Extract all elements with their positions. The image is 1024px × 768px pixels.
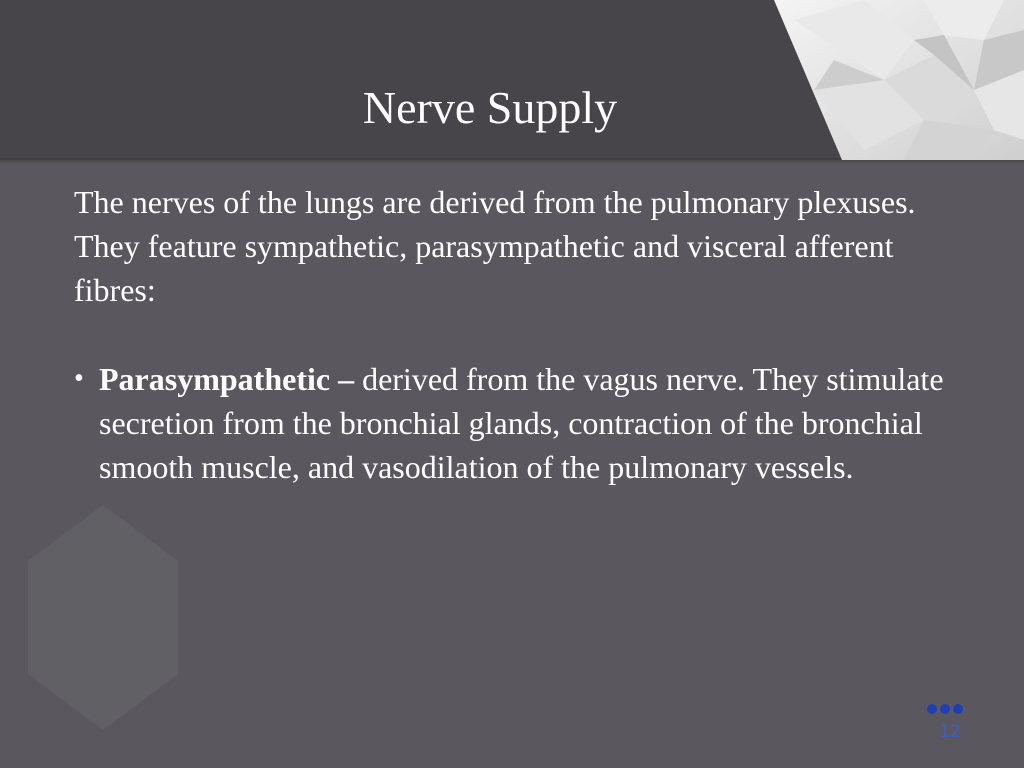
ellipsis-dots-icon [926,703,964,715]
bullet-marker: • [74,363,84,394]
bullet-text: derived from the vagus nerve. They stimulate secretion from the bronchial glands, contraction of the bronchial smooth muscle, and vasodilation of the pulmonary vessels. [99,361,944,485]
slide-title: Nerve Supply [362,82,618,133]
bullet-item-parasympathetic [74,357,974,489]
page-number: 12 [939,722,961,742]
intro-paragraph: The nerves of the lungs are derived from the pulmonary plexuses. They feature sympathetic, parasympathetic and visceral afferent fibres: [74,184,916,308]
decorative-hexagon [28,505,178,730]
bullet-term: Parasympathetic – [99,361,355,397]
bullet-list [74,357,974,489]
